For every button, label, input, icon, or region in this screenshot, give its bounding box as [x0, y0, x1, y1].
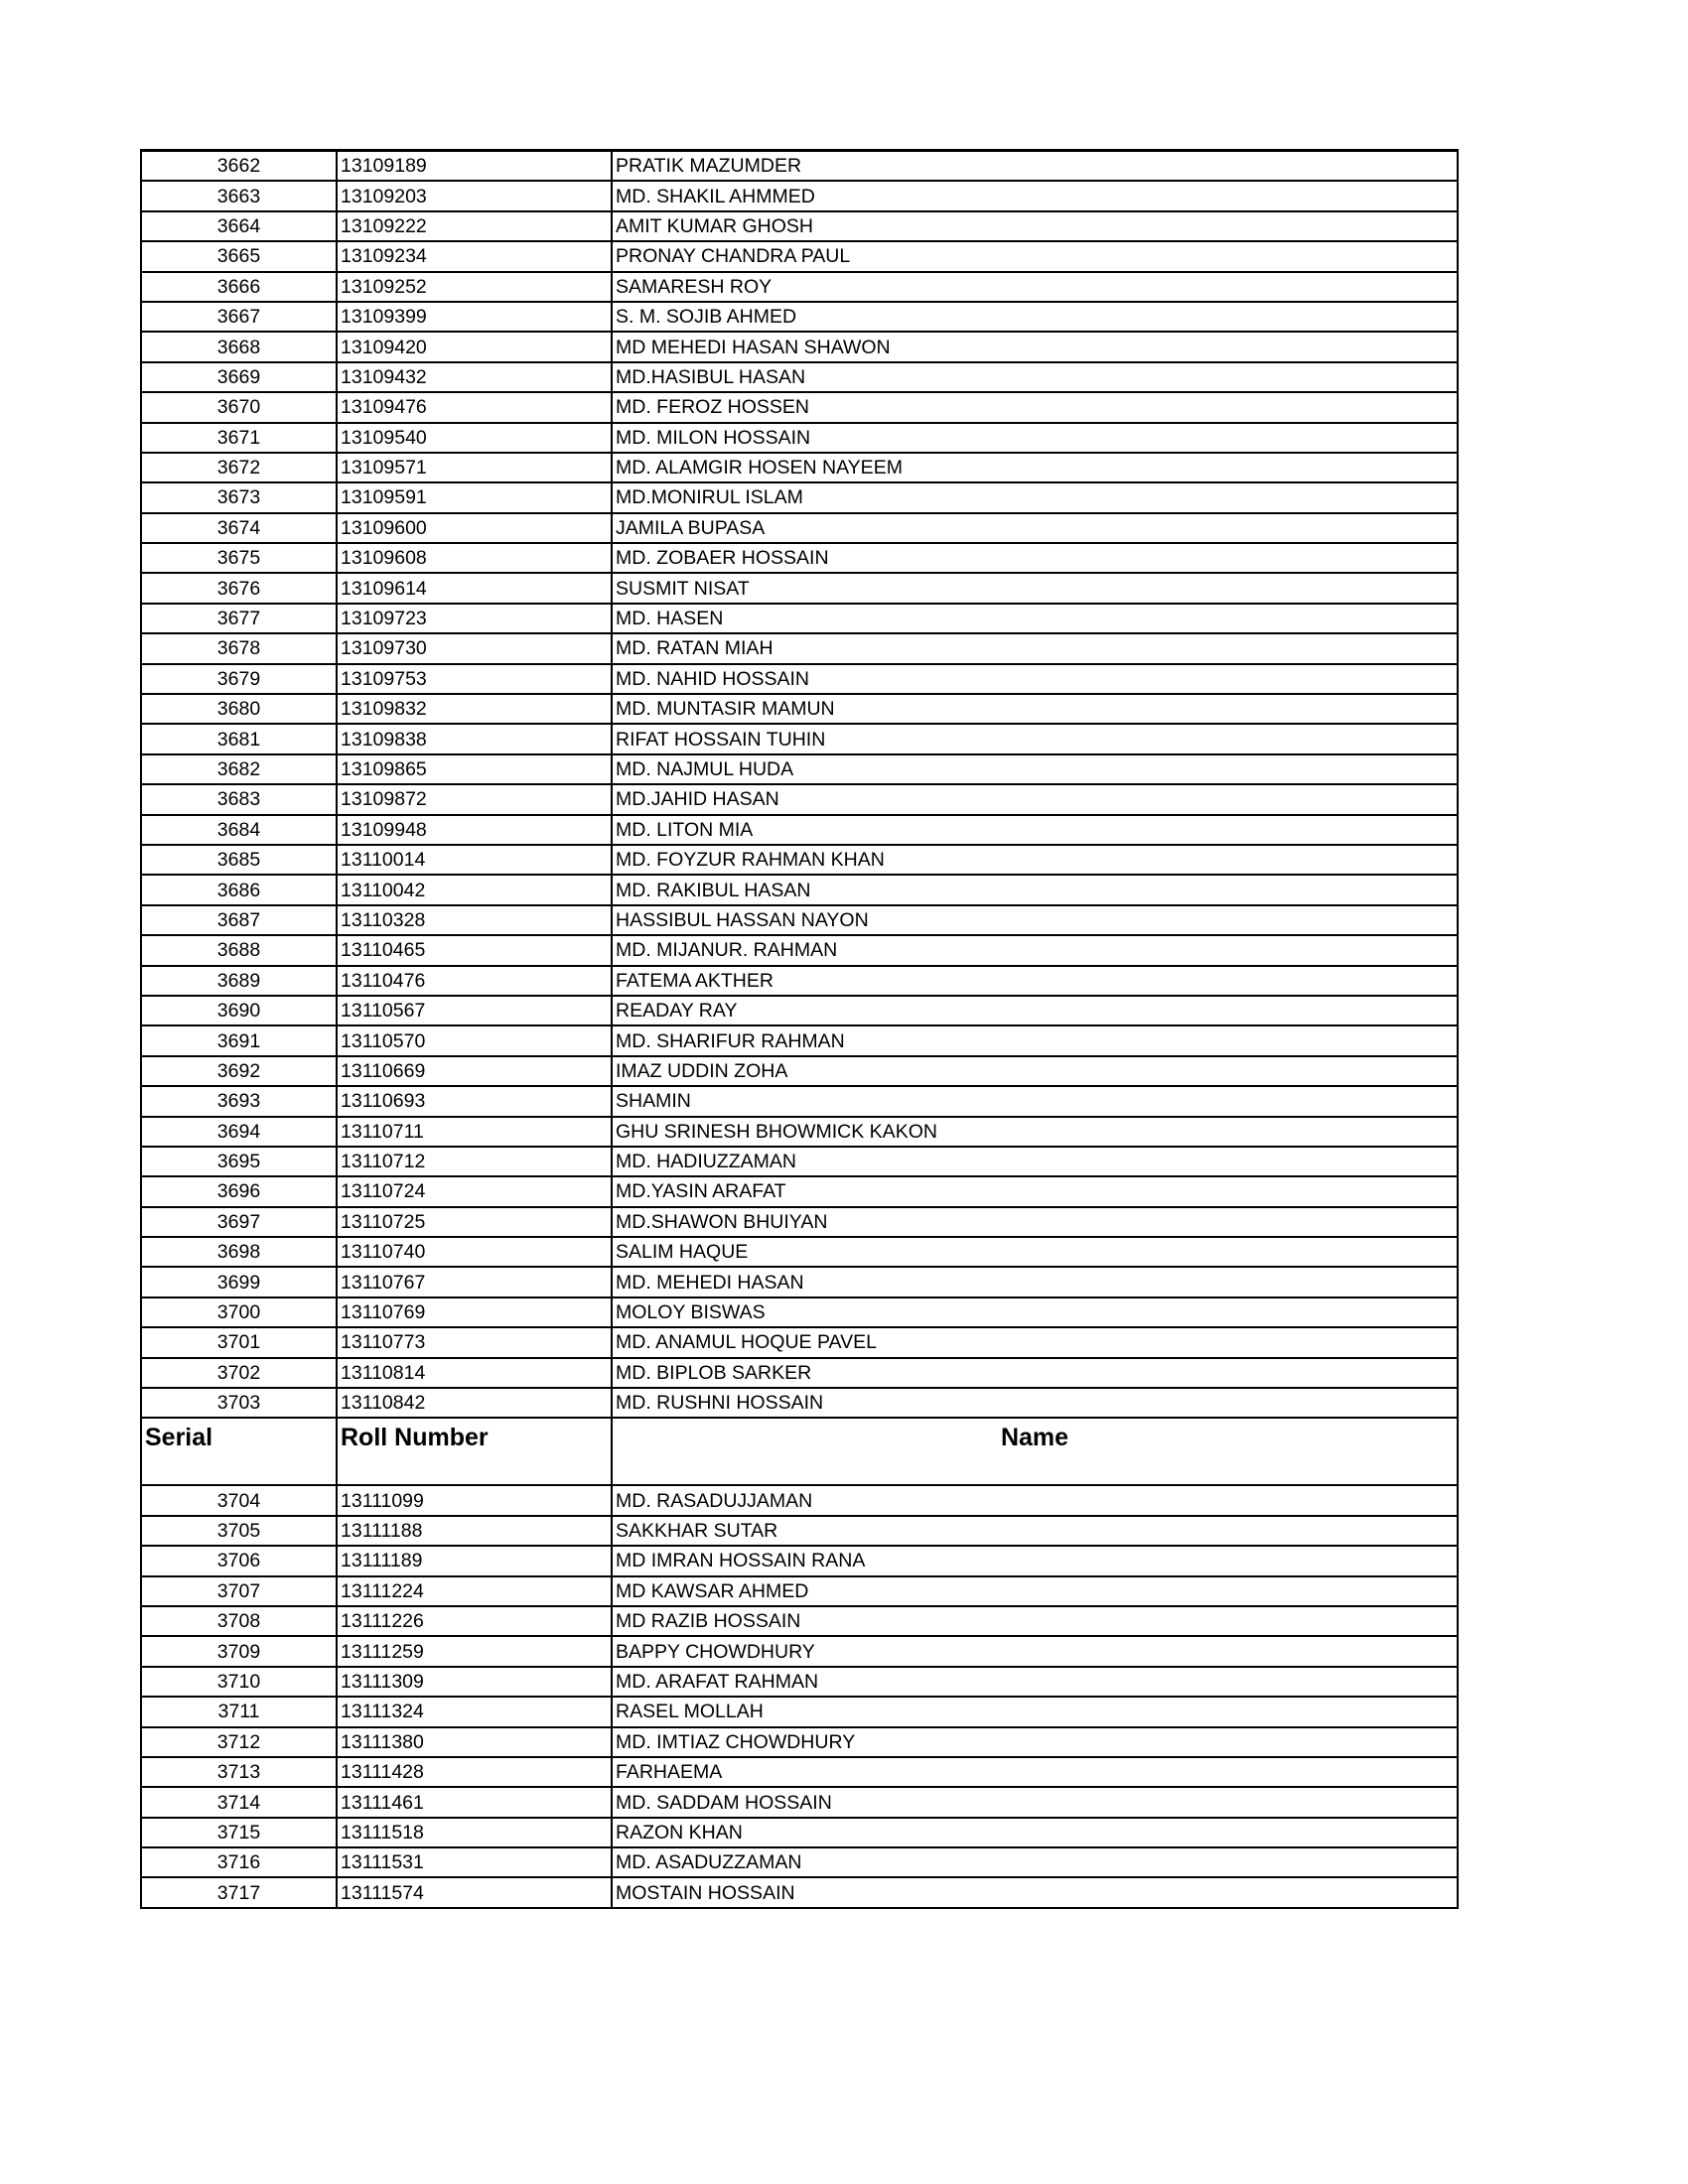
table-row [141, 875, 1458, 904]
table-row [141, 1546, 1458, 1575]
roll-number-cell: 13110693 [337, 1086, 612, 1116]
table-row [141, 1697, 1458, 1726]
table-row [141, 1818, 1458, 1847]
roll-number-cell: 13110814 [337, 1358, 612, 1388]
roll-number-cell: 13110570 [337, 1025, 612, 1055]
serial-cell: 3674 [141, 513, 337, 543]
table-row [141, 1327, 1458, 1357]
table-row [141, 423, 1458, 453]
serial-cell: 3663 [141, 181, 337, 210]
name-cell: MD. IMTIAZ CHOWDHURY [612, 1727, 1458, 1757]
table-row [141, 453, 1458, 482]
serial-cell: 3692 [141, 1056, 337, 1086]
roll-number-cell: 13110769 [337, 1297, 612, 1327]
table-row [141, 1847, 1458, 1877]
serial-cell: 3713 [141, 1757, 337, 1787]
table-row [141, 1877, 1458, 1907]
serial-cell: 3690 [141, 996, 337, 1025]
table-header-row [141, 1418, 1458, 1485]
roll-number-cell: 13111574 [337, 1877, 612, 1907]
roll-number-cell: 13110724 [337, 1176, 612, 1206]
roll-number-cell: 13110669 [337, 1056, 612, 1086]
roll-number-cell: 13109432 [337, 362, 612, 392]
table-row [141, 543, 1458, 573]
table-row [141, 513, 1458, 543]
table-row [141, 1516, 1458, 1546]
roll-number-cell: 13110740 [337, 1237, 612, 1267]
roll-number-cell: 13109189 [337, 151, 612, 182]
name-cell: MD.YASIN ARAFAT [612, 1176, 1458, 1206]
name-cell: MD. FOYZUR RAHMAN KHAN [612, 845, 1458, 875]
table-row [141, 694, 1458, 724]
name-cell: SALIM HAQUE [612, 1237, 1458, 1267]
name-cell: FATEMA AKTHER [612, 966, 1458, 996]
name-cell: MD. FEROZ HOSSEN [612, 392, 1458, 422]
table-row [141, 392, 1458, 422]
name-cell: PRATIK MAZUMDER [612, 151, 1458, 182]
roster-body [141, 151, 1458, 1908]
name-cell: MD. MUNTASIR MAMUN [612, 694, 1458, 724]
serial-cell: 3689 [141, 966, 337, 996]
name-cell: MD. RASADUJJAMAN [612, 1485, 1458, 1515]
serial-cell: 3666 [141, 272, 337, 302]
serial-cell: 3677 [141, 604, 337, 633]
serial-cell: 3688 [141, 935, 337, 965]
roll-number-cell: 13109730 [337, 633, 612, 663]
header-roll-number: Roll Number [337, 1418, 612, 1485]
name-cell: MD. ASADUZZAMAN [612, 1847, 1458, 1877]
roll-number-cell: 13110014 [337, 845, 612, 875]
serial-cell: 3673 [141, 482, 337, 512]
name-cell: SAKKHAR SUTAR [612, 1516, 1458, 1546]
name-cell: MD.SHAWON BHUIYAN [612, 1207, 1458, 1237]
table-row [141, 332, 1458, 361]
name-cell: RASEL MOLLAH [612, 1697, 1458, 1726]
roll-number-cell: 13111224 [337, 1576, 612, 1606]
serial-cell: 3694 [141, 1117, 337, 1147]
table-row [141, 724, 1458, 753]
roll-number-cell: 13109753 [337, 664, 612, 694]
name-cell: MD. RUSHNI HOSSAIN [612, 1388, 1458, 1418]
roll-number-cell: 13109203 [337, 181, 612, 210]
table-row [141, 1267, 1458, 1297]
roll-number-cell: 13110712 [337, 1147, 612, 1176]
table-row [141, 1117, 1458, 1147]
serial-cell: 3676 [141, 573, 337, 603]
roll-number-cell: 13110725 [337, 1207, 612, 1237]
serial-cell: 3708 [141, 1606, 337, 1636]
table-row [141, 1667, 1458, 1697]
name-cell: MD. ALAMGIR HOSEN NAYEEM [612, 453, 1458, 482]
name-cell: READAY RAY [612, 996, 1458, 1025]
name-cell: MD MEHEDI HASAN SHAWON [612, 332, 1458, 361]
table-row [141, 181, 1458, 210]
header-serial: Serial [141, 1418, 337, 1485]
table-row [141, 1787, 1458, 1817]
table-row [141, 664, 1458, 694]
table-row [141, 151, 1458, 182]
table-row [141, 272, 1458, 302]
name-cell: MD. SHAKIL AHMMED [612, 181, 1458, 210]
serial-cell: 3675 [141, 543, 337, 573]
serial-cell: 3665 [141, 241, 337, 271]
name-cell: MD. MILON HOSSAIN [612, 423, 1458, 453]
name-cell: MD. ZOBAER HOSSAIN [612, 543, 1458, 573]
name-cell: MD.HASIBUL HASAN [612, 362, 1458, 392]
table-row [141, 1606, 1458, 1636]
table-row [141, 754, 1458, 784]
serial-cell: 3670 [141, 392, 337, 422]
roll-number-cell: 13111518 [337, 1818, 612, 1847]
serial-cell: 3705 [141, 1516, 337, 1546]
roll-number-cell: 13109865 [337, 754, 612, 784]
table-row [141, 1025, 1458, 1055]
table-row [141, 1147, 1458, 1176]
serial-cell: 3682 [141, 754, 337, 784]
name-cell: SHAMIN [612, 1086, 1458, 1116]
roll-number-cell: 13110711 [337, 1117, 612, 1147]
roll-number-cell: 13110567 [337, 996, 612, 1025]
table-row [141, 241, 1458, 271]
roll-number-cell: 13111461 [337, 1787, 612, 1817]
serial-cell: 3680 [141, 694, 337, 724]
roll-number-cell: 13110773 [337, 1327, 612, 1357]
serial-cell: 3717 [141, 1877, 337, 1907]
table-row [141, 1297, 1458, 1327]
serial-cell: 3702 [141, 1358, 337, 1388]
serial-cell: 3697 [141, 1207, 337, 1237]
roll-number-cell: 13109571 [337, 453, 612, 482]
serial-cell: 3667 [141, 302, 337, 332]
name-cell: PRONAY CHANDRA PAUL [612, 241, 1458, 271]
roll-number-cell: 13111309 [337, 1667, 612, 1697]
name-cell: MD. ARAFAT RAHMAN [612, 1667, 1458, 1697]
table-row [141, 604, 1458, 633]
name-cell: MD. NAJMUL HUDA [612, 754, 1458, 784]
roll-number-cell: 13109252 [337, 272, 612, 302]
name-cell: MD RAZIB HOSSAIN [612, 1606, 1458, 1636]
serial-cell: 3714 [141, 1787, 337, 1817]
table-row [141, 1388, 1458, 1418]
table-row [141, 935, 1458, 965]
serial-cell: 3701 [141, 1327, 337, 1357]
roll-number-cell: 13111380 [337, 1727, 612, 1757]
name-cell: MOLOY BISWAS [612, 1297, 1458, 1327]
name-cell: MD. RAKIBUL HASAN [612, 875, 1458, 904]
serial-cell: 3698 [141, 1237, 337, 1267]
name-cell: IMAZ UDDIN ZOHA [612, 1056, 1458, 1086]
table-row [141, 633, 1458, 663]
serial-cell: 3685 [141, 845, 337, 875]
name-cell: MD. ANAMUL HOQUE PAVEL [612, 1327, 1458, 1357]
serial-cell: 3683 [141, 784, 337, 814]
serial-cell: 3672 [141, 453, 337, 482]
name-cell: MD. SADDAM HOSSAIN [612, 1787, 1458, 1817]
roll-number-cell: 13109234 [337, 241, 612, 271]
serial-cell: 3695 [141, 1147, 337, 1176]
name-cell: MD. MEHEDI HASAN [612, 1267, 1458, 1297]
roll-number-cell: 13109540 [337, 423, 612, 453]
name-cell: MD. RATAN MIAH [612, 633, 1458, 663]
serial-cell: 3707 [141, 1576, 337, 1606]
serial-cell: 3696 [141, 1176, 337, 1206]
roll-number-cell: 13110328 [337, 905, 612, 935]
table-row [141, 1176, 1458, 1206]
table-row [141, 302, 1458, 332]
serial-cell: 3684 [141, 815, 337, 845]
roll-number-cell: 13110042 [337, 875, 612, 904]
table-row [141, 1207, 1458, 1237]
name-cell: HASSIBUL HASSAN NAYON [612, 905, 1458, 935]
serial-cell: 3671 [141, 423, 337, 453]
name-cell: MD.MONIRUL ISLAM [612, 482, 1458, 512]
serial-cell: 3703 [141, 1388, 337, 1418]
name-cell: FARHAEMA [612, 1757, 1458, 1787]
roll-number-cell: 13109614 [337, 573, 612, 603]
roll-number-cell: 13109399 [337, 302, 612, 332]
roll-number-cell: 13109608 [337, 543, 612, 573]
name-cell: MD. MIJANUR. RAHMAN [612, 935, 1458, 965]
roll-number-cell: 13111324 [337, 1697, 612, 1726]
name-cell: JAMILA BUPASA [612, 513, 1458, 543]
name-cell: MOSTAIN HOSSAIN [612, 1877, 1458, 1907]
table-row [141, 1576, 1458, 1606]
name-cell: AMIT KUMAR GHOSH [612, 211, 1458, 241]
roster-table [140, 149, 1459, 1909]
serial-cell: 3664 [141, 211, 337, 241]
roll-number-cell: 13111259 [337, 1636, 612, 1666]
roll-number-cell: 13110476 [337, 966, 612, 996]
table-row [141, 1056, 1458, 1086]
name-cell: MD. HASEN [612, 604, 1458, 633]
table-row [141, 1358, 1458, 1388]
serial-cell: 3669 [141, 362, 337, 392]
name-cell: MD. HADIUZZAMAN [612, 1147, 1458, 1176]
table-row [141, 905, 1458, 935]
roll-number-cell: 13110767 [337, 1267, 612, 1297]
serial-cell: 3686 [141, 875, 337, 904]
name-cell: MD. NAHID HOSSAIN [612, 664, 1458, 694]
roll-number-cell: 13109600 [337, 513, 612, 543]
table-row [141, 784, 1458, 814]
roll-number-cell: 13111099 [337, 1485, 612, 1515]
roll-number-cell: 13109591 [337, 482, 612, 512]
table-row [141, 1757, 1458, 1787]
table-row [141, 1086, 1458, 1116]
table-row [141, 815, 1458, 845]
table-row [141, 966, 1458, 996]
serial-cell: 3691 [141, 1025, 337, 1055]
roll-number-cell: 13109222 [337, 211, 612, 241]
name-cell: MD. SHARIFUR RAHMAN [612, 1025, 1458, 1055]
roll-number-cell: 13110465 [337, 935, 612, 965]
table-row [141, 845, 1458, 875]
table-row [141, 1727, 1458, 1757]
table-row [141, 1237, 1458, 1267]
table-row [141, 211, 1458, 241]
name-cell: MD. LITON MIA [612, 815, 1458, 845]
table-row [141, 996, 1458, 1025]
serial-cell: 3716 [141, 1847, 337, 1877]
roll-number-cell: 13110842 [337, 1388, 612, 1418]
roll-number-cell: 13109838 [337, 724, 612, 753]
serial-cell: 3709 [141, 1636, 337, 1666]
serial-cell: 3712 [141, 1727, 337, 1757]
roll-number-cell: 13109420 [337, 332, 612, 361]
name-cell: RIFAT HOSSAIN TUHIN [612, 724, 1458, 753]
name-cell: MD. BIPLOB SARKER [612, 1358, 1458, 1388]
serial-cell: 3710 [141, 1667, 337, 1697]
roll-number-cell: 13109723 [337, 604, 612, 633]
name-cell: S. M. SOJIB AHMED [612, 302, 1458, 332]
roll-number-cell: 13109476 [337, 392, 612, 422]
header-name: Name [612, 1418, 1458, 1485]
table-row [141, 1636, 1458, 1666]
roll-number-cell: 13109832 [337, 694, 612, 724]
roll-number-cell: 13111188 [337, 1516, 612, 1546]
serial-cell: 3687 [141, 905, 337, 935]
roll-number-cell: 13111189 [337, 1546, 612, 1575]
serial-cell: 3681 [141, 724, 337, 753]
serial-cell: 3668 [141, 332, 337, 361]
name-cell: GHU SRINESH BHOWMICK KAKON [612, 1117, 1458, 1147]
roll-number-cell: 13111428 [337, 1757, 612, 1787]
table-row [141, 1485, 1458, 1515]
roll-number-cell: 13111531 [337, 1847, 612, 1877]
table-row [141, 482, 1458, 512]
table-row [141, 362, 1458, 392]
serial-cell: 3678 [141, 633, 337, 663]
serial-cell: 3704 [141, 1485, 337, 1515]
serial-cell: 3662 [141, 151, 337, 182]
serial-cell: 3706 [141, 1546, 337, 1575]
serial-cell: 3700 [141, 1297, 337, 1327]
serial-cell: 3699 [141, 1267, 337, 1297]
serial-cell: 3679 [141, 664, 337, 694]
name-cell: MD IMRAN HOSSAIN RANA [612, 1546, 1458, 1575]
serial-cell: 3715 [141, 1818, 337, 1847]
name-cell: SUSMIT NISAT [612, 573, 1458, 603]
name-cell: MD.JAHID HASAN [612, 784, 1458, 814]
serial-cell: 3711 [141, 1697, 337, 1726]
name-cell: RAZON KHAN [612, 1818, 1458, 1847]
name-cell: SAMARESH ROY [612, 272, 1458, 302]
table-row [141, 573, 1458, 603]
roll-number-cell: 13111226 [337, 1606, 612, 1636]
roll-number-cell: 13109872 [337, 784, 612, 814]
name-cell: MD KAWSAR AHMED [612, 1576, 1458, 1606]
roll-number-cell: 13109948 [337, 815, 612, 845]
serial-cell: 3693 [141, 1086, 337, 1116]
name-cell: BAPPY CHOWDHURY [612, 1636, 1458, 1666]
